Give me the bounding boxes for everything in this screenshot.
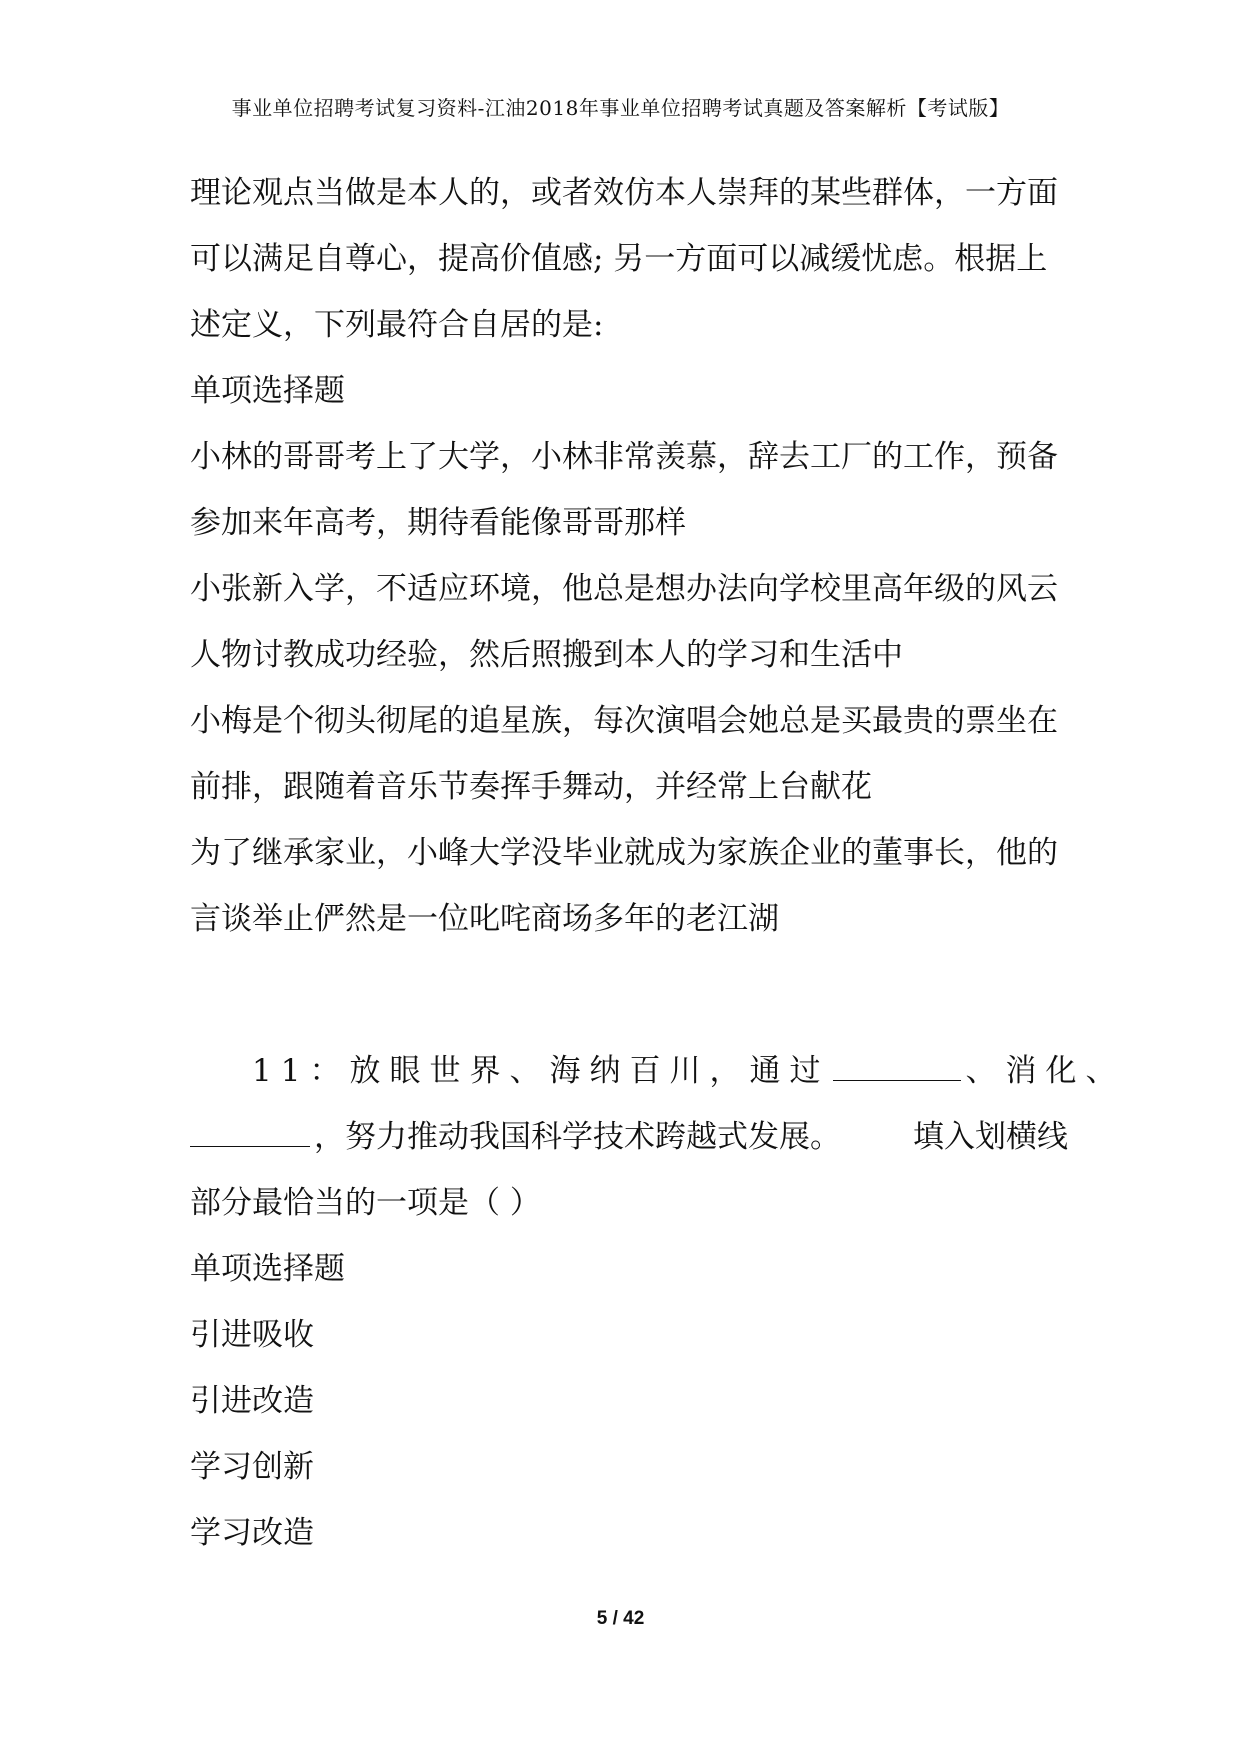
section-spacer [190,952,1058,1038]
question-11-option-a[interactable]: 引进吸收 [190,1317,314,1353]
question-10-option-c[interactable] [190,688,1058,820]
stem-text: 填入划横线 [913,1119,1068,1155]
option-line: 小张新入学，不适应环境，他总是想办法向学校里高年级的风云 [190,571,1058,607]
stem-text: ，努力推动我国科学技术跨越式发展。 [314,1119,841,1155]
question-11-option-b[interactable]: 引进改造 [190,1383,314,1419]
question-10-stem [190,160,1058,358]
fill-blank-1 [833,1056,961,1081]
fill-blank-2 [190,1122,310,1147]
question-11-option-d[interactable]: 学习改造 [190,1515,314,1551]
option-line: 参加来年高考，期待看能像哥哥那样 [190,505,686,541]
stem-text: 、消化、 [965,1053,1126,1089]
stem-line: 理论观点当做是本人的，或者效仿本人崇拜的某些群体，一方面 [190,175,1058,211]
stem-line: 可以满足自尊心，提高价值感; 另一方面可以减缓忧虑。根据上 [190,241,1048,277]
option-line: 前排，跟随着音乐节奏挥手舞动，并经常上台献花 [190,769,872,805]
stem-line: 部分最恰当的一项是（ ） [190,1185,541,1221]
question-11-stem [190,1038,1126,1236]
option-line: 人物讨教成功经验，然后照搬到本人的学习和生活中 [190,637,903,673]
option-line: 为了继承家业，小峰大学没毕业就成为家族企业的董事长，他的 [190,835,1058,871]
stem-line: 述定义，下列最符合自居的是: [190,307,604,343]
question-10-type: 单项选择题 [190,373,345,409]
question-10-option-a[interactable] [190,424,1058,556]
stem-text: 11：放眼世界、海纳百川，通过 [252,1053,830,1089]
stem-line [190,1038,1126,1104]
question-11-option-c[interactable]: 学习创新 [190,1449,314,1485]
option-line: 小梅是个彻头彻尾的追星族，每次演唱会她总是买最贵的票坐在 [190,703,1058,739]
page-number: 5 / 42 [596,1608,645,1629]
question-10-option-b[interactable] [190,556,1058,688]
question-11-type: 单项选择题 [190,1251,345,1287]
running-header: 事业单位招聘考试复习资料-江油2018年事业单位招聘考试真题及答案解析【考试版】 [231,96,1010,120]
option-line: 小林的哥哥考上了大学，小林非常羡慕，辞去工厂的工作，预备 [190,439,1058,475]
option-line: 言谈举止俨然是一位叱咤商场多年的老江湖 [190,901,779,937]
page-content [190,160,1126,1566]
question-10-option-d[interactable] [190,820,1058,952]
stem-line [190,1104,1068,1170]
